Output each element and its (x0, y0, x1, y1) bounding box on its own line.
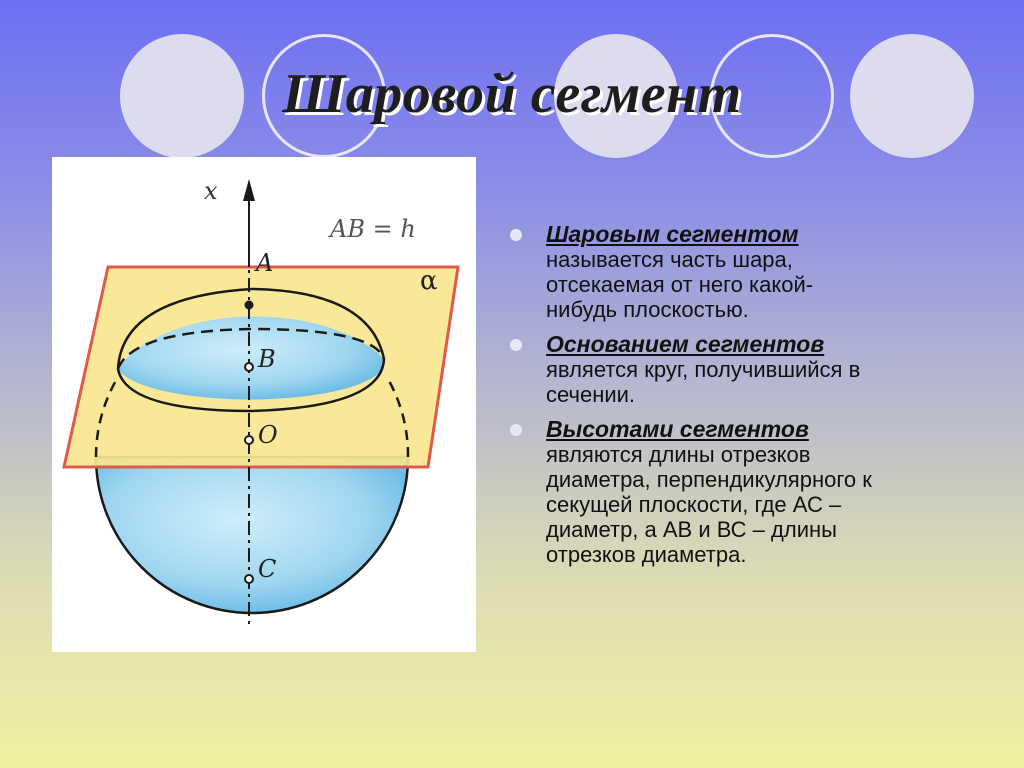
axis-label: x (204, 177, 218, 205)
definition-line: секущей плоскости, где АС – (546, 492, 842, 517)
definition-term: Шаровым сегментом (546, 221, 799, 247)
formula-label: AB = h (330, 215, 416, 243)
definition-item (508, 222, 978, 322)
definition-line: диаметр, а АВ и ВС – длины (546, 517, 837, 542)
definition-term: Основанием сегментов (546, 331, 825, 357)
definition-item (508, 417, 978, 567)
plane-label: α (420, 266, 438, 296)
definition-line: отсекаемая от него какой- (546, 272, 814, 297)
sphere-segment-figure (52, 157, 476, 652)
definitions-list (508, 222, 978, 577)
bullet-icon (510, 424, 522, 436)
slide-title: Шаровой сегмент (282, 63, 742, 125)
definition-term: Высотами сегментов (546, 416, 809, 442)
definition-line: является круг, получившийся в (546, 357, 861, 382)
definition-line: диаметра, перпендикулярного к (546, 467, 872, 492)
bullet-icon (510, 229, 522, 241)
definition-line: сечении. (546, 382, 636, 407)
sphere-lower (96, 457, 408, 613)
definition-line: отрезков диаметра. (546, 542, 747, 567)
point-label-c: C (258, 555, 277, 583)
point-label-b: B (258, 345, 276, 373)
bullet-icon (510, 339, 522, 351)
definition-line: называется часть шара, (546, 247, 793, 272)
definition-line: являются длины отрезков (546, 442, 811, 467)
point-label-o: O (258, 421, 278, 449)
definition-line: нибудь плоскостью. (546, 297, 749, 322)
definition-item (508, 332, 978, 407)
point-label-a: A (256, 249, 274, 277)
